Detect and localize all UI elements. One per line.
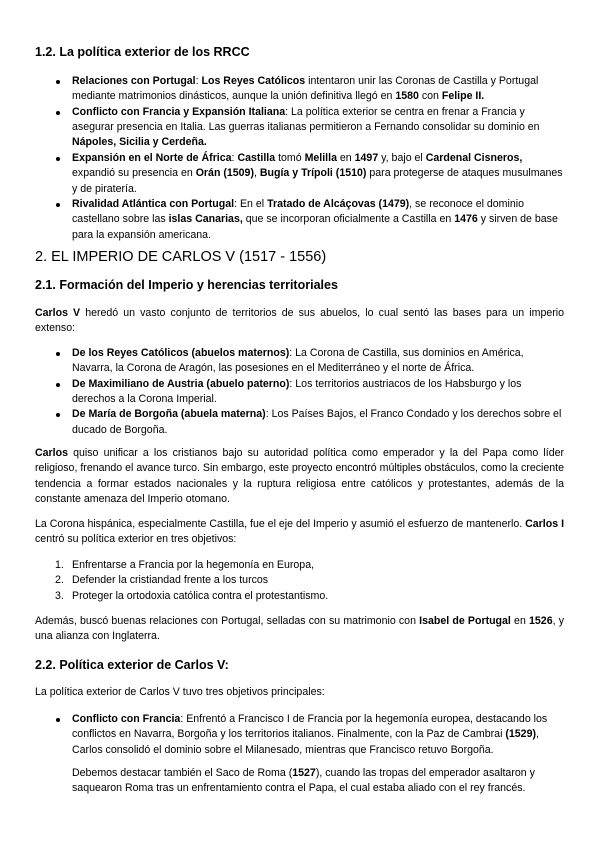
heading-1-2: 1.2. La política exterior de los RRCC [35,45,250,59]
list-item [35,105,564,151]
paragraph-carlos-intro [35,306,564,337]
policy-list [35,712,564,758]
text-run: centró su política exterior en tres objetivos: [35,533,237,546]
list-item [35,197,564,243]
bold-run: Carlos I [525,518,565,530]
text-run: heredó un vasto conjunto de territorios de sus abuelos, lo cual sentó las bases para un imperio extenso: [35,307,565,335]
text-run: , y una alianza con Inglaterra. [35,615,565,643]
text-run: y, bajo el [378,151,426,164]
text-run: : Enfrentó a Francisco I de Francia por la hegemonía europea, destacando los conflictos en Navarra, Borgoña y los territorios italianos. Finalmente, con la Paz de Cambrai [72,713,548,741]
text-run: : [195,75,202,87]
list-number: 1. [55,559,64,571]
heading-2-1: 2.1. Formación del Imperio y herencias territoriales [35,278,338,292]
bold-run: 1526 [529,615,553,627]
text-run: : La política exterior se centra en frenar a Francia y asegurar presencia en Italia. Las guerras italianas permitieron a Fernando consolidar su dominio en [72,105,540,134]
bold-run: Los Reyes Católicos [201,75,306,87]
bold-run: Isabel de Portugal [419,615,511,627]
text-run: que se incorporan oficialmente a Castilla en [242,213,455,226]
list-item [35,377,564,408]
bold-run: Expansión en el Norte de África [72,151,232,164]
bold-run: Conflicto con Francia y Expansión Italiana [72,105,286,118]
text-run: intentaron unir las Coronas de Castilla y Portugal mediante matrimonios dinásticos, aunque la unión definitiva llegó en [72,75,539,103]
list-item [35,558,564,573]
bold-run: Nápoles, Sicilia y Cerdeña. [72,136,207,149]
text-run: con [418,90,442,103]
text-run: para protegerse de ataques musulmanes y de piratería. [72,167,563,195]
text-run: en [336,151,355,164]
rrcc-list [35,74,564,243]
paragraph-unify [35,446,564,507]
heading-2-2: 2.2. Política exterior de Carlos V: [35,658,229,672]
bold-run: De los Reyes Católicos (abuelos maternos) [72,347,290,359]
bold-run: Conflicto con Francia [72,713,181,725]
text-run: : Los territorios austriacos de los Habsburgo y los derechos a la Corona Imperial. [72,377,522,406]
bold-run: Bugía y Trípoli (1510) [259,167,367,180]
list-text: Enfrentarse a Francia por la hegemonía en Europa, [72,559,315,571]
list-item [35,712,564,758]
text-run: Debemos destacar también el Saco de Roma ( [72,767,293,779]
list-number: 3. [55,589,64,602]
bold-run: 1580 [395,90,419,103]
list-item [35,573,564,588]
bold-run: De Maximiliano de Austria (abuelo paterno) [72,377,290,390]
bold-run: Melilla [304,151,337,164]
bold-run: Rivalidad Atlántica con Portugal [72,197,235,210]
bold-run: 1527 [292,767,316,779]
bold-run: Felipe II. [441,90,485,103]
paragraph-corona [35,517,564,548]
list-text: Proteger la ortodoxia católica contra el protestantismo. [72,589,329,602]
text-run: , [253,167,260,180]
bold-run: Carlos V [35,307,81,319]
list-item [35,346,564,377]
list-item [35,74,564,105]
text-run: , se reconoce el dominio castellano sobre las [72,197,525,226]
bold-run: (1529) [505,728,536,741]
paragraph-portugal [35,614,564,645]
text-run: : [231,151,238,164]
text-run: tomó [275,151,305,164]
list-item [35,589,564,604]
inheritance-list [35,346,564,438]
list-number: 2. [55,574,64,587]
text-run: Además, buscó buenas relaciones con Portugal, selladas con su matrimonio con [35,615,420,627]
bold-run: 1476 [454,213,478,226]
list-text: Defender la cristiandad frente a los turcos [72,574,269,587]
text-run: La Corona hispánica, especialmente Castilla, fue el eje del Imperio y asumió el esfuerzo de mantenerlo. [35,518,526,530]
text-run: en [510,615,530,627]
bold-run: islas Canarias, [168,213,243,226]
bold-run: Cardenal Cisneros, [425,151,523,164]
paragraph-saco-roma [35,766,564,797]
bold-run: De María de Borgoña (abuela materna) [72,408,266,421]
text-run: : La Corona de Castilla, sus dominios en América, Navarra, la Corona de Aragón, las posesiones en el Mediterráneo y el norte de África. [72,347,524,375]
text-run: quiso unificar a los cristianos bajo su autoridad política como emperador y la del Papa como líder religioso, frenando el avance turco. Sin embargo, este proyecto encontró múltiples obstáculos, como la creciente tendencia a formar estados nacionales y la ruptura religiosa entre católicos y protestantes, además de la constante amenaza del Imperio otomano. [35,447,564,506]
list-item [35,407,564,438]
bold-run: Relaciones con Portugal [72,75,196,87]
bold-run: Orán (1509) [195,167,254,180]
text-run: : Los Países Bajos, el Franco Condado y los derechos sobre el ducado de Borgoña. [72,408,562,436]
text-run: ), cuando las tropas del emperador asaltaron y saquearon Roma tras un enfrentamiento contra el Papa, el cual estaba aliado con el rey francés. [72,767,535,795]
paragraph-policy-intro: La política exterior de Carlos V tuvo tres objetivos principales: [35,686,325,698]
text-run: expandió su presencia en [72,167,196,180]
text-run: : En el [234,197,268,210]
objectives-list [35,558,564,604]
heading-2: 2. EL IMPERIO DE CARLOS V (1517 - 1556) [35,249,327,265]
bold-run: Castilla [237,151,276,164]
text-run: y sirven de base para la expansión americana. [72,213,558,241]
bold-run: 1497 [354,151,379,164]
bold-run: Carlos [35,447,68,459]
bold-run: Tratado de Alcáçovas (1479) [267,197,410,210]
list-item [35,151,564,197]
text-run: , Carlos consolidó el dominio sobre el Milanesado, mientras que Francisco retuvo Borgoña. [72,728,539,756]
